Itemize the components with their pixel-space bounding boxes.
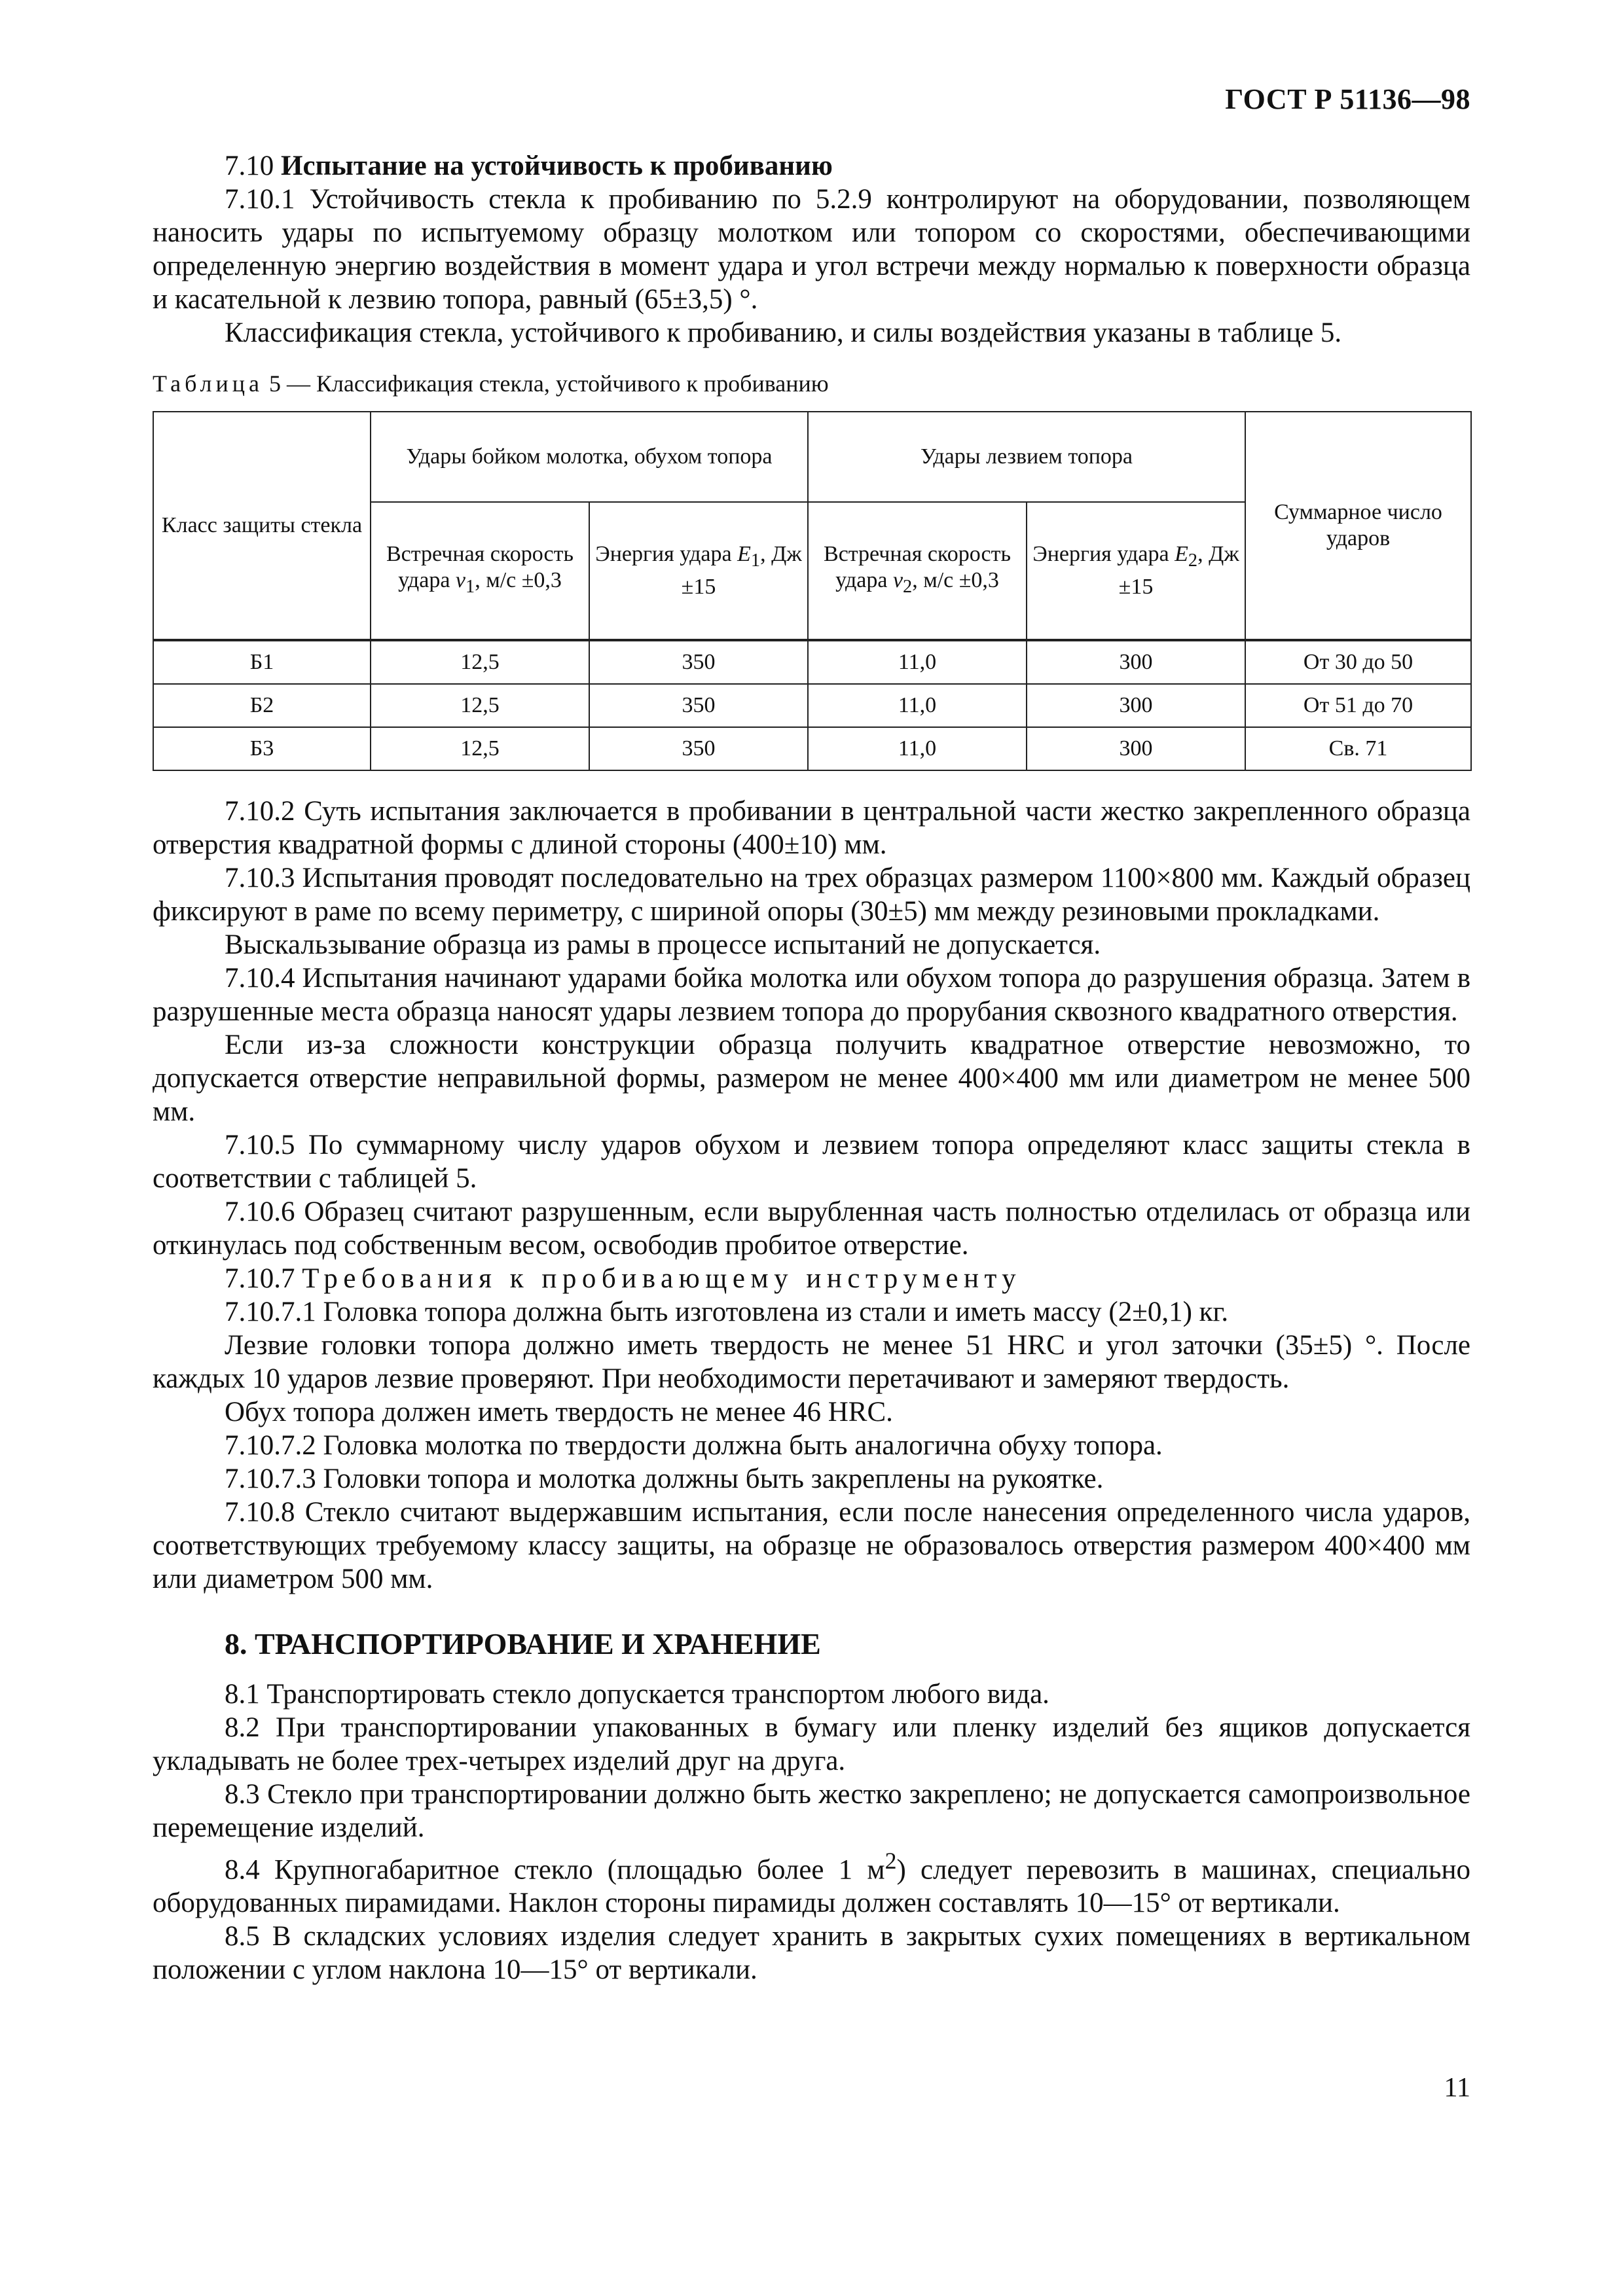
header-velocity-v1: Встречная скорость удара $v_1$, м/с ±0,3 bbox=[371, 502, 589, 640]
table-row bbox=[153, 727, 1471, 770]
section-7-10-heading bbox=[153, 149, 1470, 183]
header-velocity-v2: Встречная скорость удара $v_2$, м/с ±0,3 bbox=[808, 502, 1027, 640]
cell-total: От 51 до 70 bbox=[1245, 684, 1471, 727]
table-caption bbox=[153, 369, 1470, 398]
cell-class: Б3 bbox=[153, 727, 371, 770]
cell-v2: 11,0 bbox=[808, 640, 1027, 684]
table-caption-word: Таблица bbox=[153, 370, 263, 397]
standard-code-header: ГОСТ Р 51136—98 bbox=[1225, 83, 1470, 115]
paragraph-blade: Лезвие головки топора должно иметь твердость не менее 51 HRC и угол заточки (35±5) °. После каждых 10 ударов лезвие проверяют. При необходимости перетачивают и замеряют твердость. bbox=[153, 1330, 1470, 1394]
classification-table bbox=[153, 411, 1472, 771]
paragraph-8-2: 8.2 При транспортировании упакованных в бумагу или пленку изделий без ящиков допускается укладывать не более трех-четырех изделий друг на друга. bbox=[153, 1712, 1470, 1776]
paragraph-complex-shape: Если из-за сложности конструкции образца получить квадратное отверстие невозможно, то допускается отверстие неправильной формы, размером не менее 400×400 мм или диаметром не менее 500 мм. bbox=[153, 1030, 1470, 1127]
cell-v1: 12,5 bbox=[371, 727, 589, 770]
header-energy-e1: Энергия удара $E_1$, Дж ±15 bbox=[589, 502, 808, 640]
section-title: Испытание на устойчивость к пробиванию bbox=[281, 151, 833, 181]
paragraph-7-10-1: 7.10.1 Устойчивость стекла к пробиванию по 5.2.9 контролируют на оборудовании, позволяющем наносить удары по испытуемому образцу молотком или топором со скоростями, обеспечивающими определенную энергию воздействия в момент удара и угол встречи между нормалью к поверхности образца и касательной к лезвию топора, равный (65±3,5) °. bbox=[153, 184, 1470, 315]
cell-e1: 350 bbox=[589, 684, 808, 727]
paragraph-8-5: 8.5 В складских условиях изделия следует хранить в закрытых сухих помещениях в вертикальном положении с углом наклона 10—15° от вертикали. bbox=[153, 1921, 1470, 1986]
cell-class: Б2 bbox=[153, 684, 371, 727]
paragraph-7-10-4: 7.10.4 Испытания начинают ударами бойка молотка или обухом топора до разрушения образца. Затем в разрушенные места образца наносят удары лезвием топора до прорубания сквозного квадратного отверстия. bbox=[153, 963, 1470, 1027]
paragraph-7-10-7-3: 7.10.7.3 Головки топора и молотка должны быть закреплены на рукоятке. bbox=[225, 1463, 1104, 1494]
paragraph-7-10-7-2: 7.10.7.2 Головка молотка по твердости должна быть аналогична обуху топора. bbox=[225, 1430, 1163, 1461]
paragraph-8-4: 8.4 Крупногабаритное стекло (площадью более 1 $м^2$) следует перевозить в машинах, специально оборудованных пирамидами. Наклон стороны пирамиды должен составлять 10—15° от вертикали. bbox=[153, 1848, 1471, 1919]
cell-total: Св. 71 bbox=[1245, 727, 1471, 770]
cell-v1: 12,5 bbox=[371, 640, 589, 684]
paragraph-7-10-6: 7.10.6 Образец считают разрушенным, если вырубленная часть полностью отделилась от образца или откинулась под собственным весом, освободив пробитое отверстие. bbox=[153, 1196, 1470, 1261]
paragraph-7-10-8: 7.10.8 Стекло считают выдержавшим испытания, если после нанесения определенного числа ударов, соответствующих требуемому классу защиты, на образце не образовалось отверстия размером 400×400 мм или диаметром 500 мм. bbox=[153, 1497, 1470, 1594]
cell-e2: 300 bbox=[1027, 727, 1245, 770]
cell-v2: 11,0 bbox=[808, 727, 1027, 770]
paragraph-butt: Обух топора должен иметь твердость не менее 46 HRC. bbox=[225, 1397, 893, 1427]
cell-total: От 30 до 50 bbox=[1245, 640, 1471, 684]
paragraph-7-10-7-1: 7.10.7.1 Головка топора должна быть изготовлена из стали и иметь массу (2±0,1) кг. bbox=[225, 1297, 1229, 1327]
paragraph-7-10-3: 7.10.3 Испытания проводят последовательно на трех образцах размером 1100×800 мм. Каждый образец фиксируют в раме по всему периметру, с шириной опоры (30±5) мм между резиновыми прокладками. bbox=[153, 863, 1470, 927]
header-total-impacts: Суммарное число ударов bbox=[1245, 412, 1471, 640]
page-number: 11 bbox=[1444, 2073, 1470, 2103]
table-row bbox=[153, 640, 1471, 684]
cell-e1: 350 bbox=[589, 640, 808, 684]
cell-v1: 12,5 bbox=[371, 684, 589, 727]
paragraph-8-1: 8.1 Транспортировать стекло допускается транспортом любого вида. bbox=[225, 1679, 1049, 1710]
header-energy-e2: Энергия удара $E_2$, Дж ±15 bbox=[1027, 502, 1245, 640]
section-8-title: 8. ТРАНСПОРТИРОВАНИЕ И ХРАНЕНИЕ bbox=[225, 1627, 821, 1660]
header-axe-impacts: Удары лезвием топора bbox=[808, 412, 1245, 502]
paragraph-7-10-7-heading bbox=[153, 1262, 1470, 1295]
table-row bbox=[153, 684, 1471, 727]
paragraph-classification: Классификация стекла, устойчивого к пробиванию, и силы воздействия указаны в таблице 5. bbox=[225, 317, 1342, 348]
cell-e1: 350 bbox=[589, 727, 808, 770]
cell-e2: 300 bbox=[1027, 640, 1245, 684]
header-protection-class: Класс защиты стекла bbox=[153, 412, 371, 640]
paragraph-8-3: 8.3 Стекло при транспортировании должно быть жестко закреплено; не допускается самопроизвольное перемещение изделий. bbox=[153, 1779, 1470, 1843]
section-number: 7.10 bbox=[225, 151, 274, 181]
table-caption-text: 5 — Классификация стекла, устойчивого к пробиванию bbox=[268, 370, 829, 397]
document-body bbox=[153, 149, 1470, 1986]
cell-v2: 11,0 bbox=[808, 684, 1027, 727]
cell-class: Б1 bbox=[153, 640, 371, 684]
paragraph-7-10-5: 7.10.5 По суммарному числу ударов обухом и лезвием топора определяют класс защиты стекла в соответствии с таблицей 5. bbox=[153, 1130, 1470, 1194]
paragraph-slip: Выскальзывание образца из рамы в процессе испытаний не допускается. bbox=[225, 929, 1101, 960]
header-hammer-impacts: Удары бойком молотка, обухом топора bbox=[371, 412, 808, 502]
paragraph-7-10-2: 7.10.2 Суть испытания заключается в пробивании в центральной части жестко закрепленного образца отверстия квадратной формы с длиной стороны (400±10) мм. bbox=[153, 796, 1470, 860]
cell-e2: 300 bbox=[1027, 684, 1245, 727]
subsection-number: 7.10.7 bbox=[225, 1263, 295, 1294]
subsection-title: Требования к пробивающему инструменту bbox=[302, 1263, 1022, 1294]
